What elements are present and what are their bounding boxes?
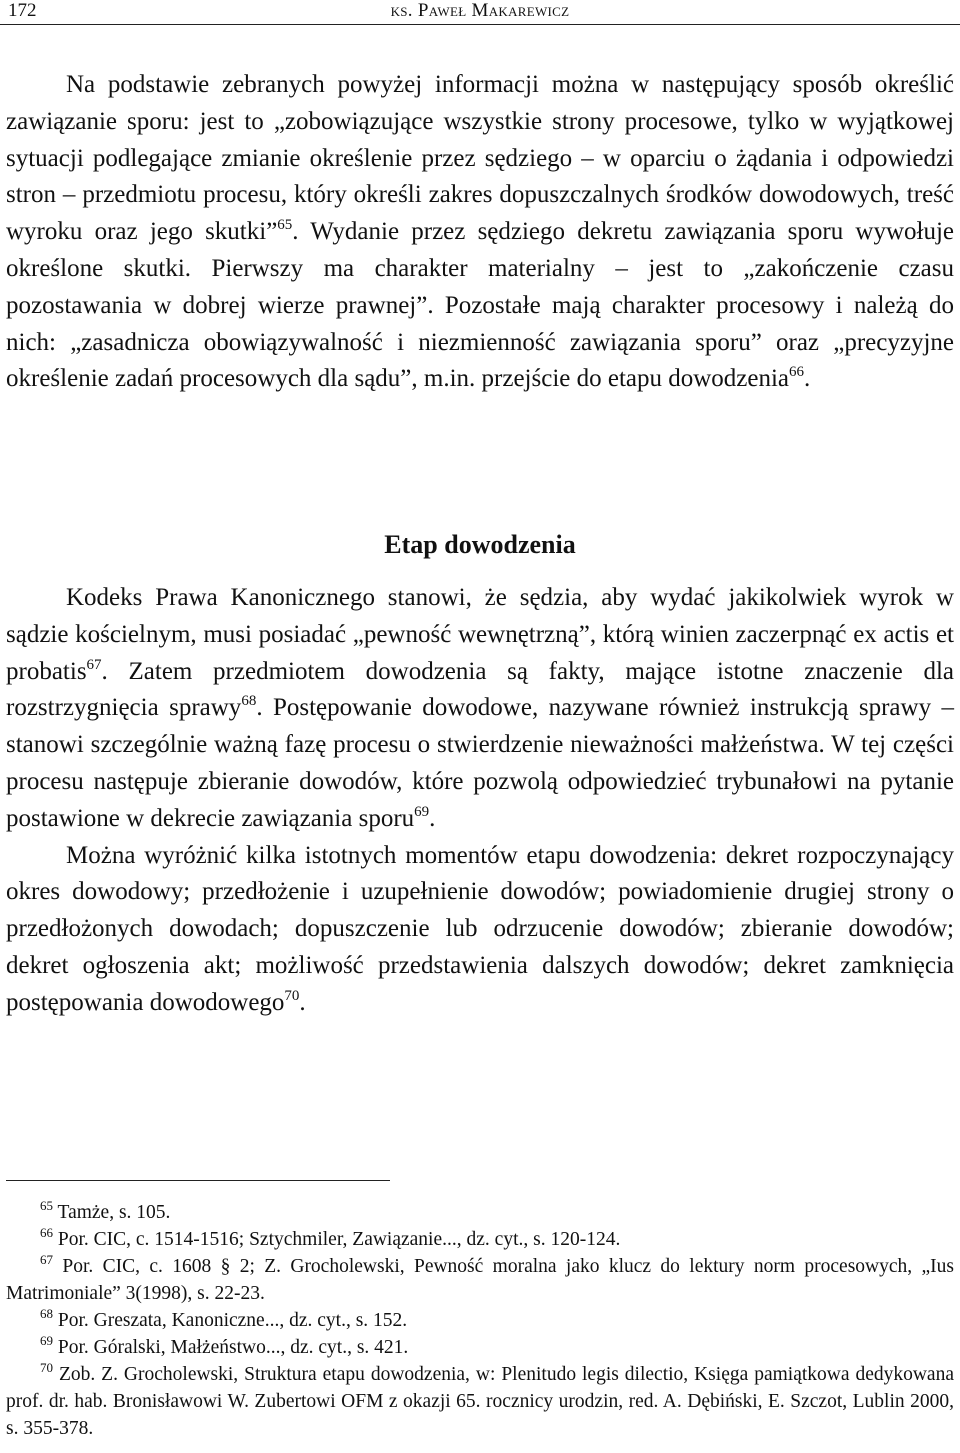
paragraph-text: . [429,804,436,832]
footnote-ref: 68 [241,693,257,710]
footnote-number: 68 [40,1306,53,1321]
footnote-ref: 65 [277,217,293,234]
footnote-text: Por. Góralski, Małżeństwo..., dz. cyt., s. 421. [53,1337,409,1358]
footnote [6,1199,954,1226]
footnote [6,1334,954,1361]
page-header [0,0,960,26]
running-head: ks. Paweł Makarewicz [390,0,570,21]
paragraph [6,838,954,1022]
footnote [6,1253,954,1307]
footnote-ref: 69 [414,803,430,820]
page-number: 172 [8,0,37,21]
footnote-text: Tamże, s. 105. [53,1202,171,1223]
footnote [6,1226,954,1253]
paragraph [6,580,954,838]
footnotes [6,1199,954,1442]
body-text-intro [6,67,954,398]
body-text-section [6,580,954,1022]
footnote-number: 67 [40,1252,53,1267]
footnote [6,1307,954,1334]
paragraph-text: . Zatem przedmiotem dowodzenia są fakty, mające istotne znaczenie dla rozstrzygnięcia sprawy [6,657,954,722]
paragraph [6,67,954,398]
footnote-text: Zob. Z. Grocholewski, Struktura etapu dowodzenia, w: Plenitudo legis dilectio, Księga pamiątkowa dedykowana prof. dr. hab. Bronisławowi W. Zubertowi OFM z okazji 65. rocznicy urodzin, red. A. Dębiński, E. Szczot, Lublin 2000, s. 355-378. [6,1364,954,1439]
paragraph-text: . [804,365,811,393]
footnote-rule [6,1180,390,1181]
paragraph-text: . [299,988,306,1016]
paragraph-text: . Wydanie przez sędziego dekretu zawiązania sporu wywołuje określone skutki. Pierwszy ma charakter materialny – jest to „zakończenie czasu pozostawania w dobrej wierze prawnej”. Pozostałe mają charakter procesowy i należą do nich: „zasadnicza obowiązywalność i niezmienność zawiązania sporu” oraz „precyzyjne określenie zadań procesowych dla sądu”, m.in. przejście do etapu dowodzenia [6,218,955,393]
paragraph-text: Na podstawie zebranych powyżej informacji można w następujący sposób określić zawiązanie sporu: jest to „zobowiązujące wszystkie strony procesowe, tylko w wyjątkowej sytuacji podlegające zmianie określenie przez sędziego – w oparciu o żądania i odpowiedzi stron – przedmiotu procesu, który określi zakres dopuszczalnych środków dowodowych, treść wyroku oraz jego skutki” [6,71,954,246]
paragraph-text: . Postępowanie dowodowe, nazywane również instrukcją sprawy – stanowi szczególnie ważną fazę procesu o stwierdzenie nieważności małżeństwa. W tej części procesu następuje zbieranie dowodów, które pozwolą odpowiedzieć trybunałowi na pytanie postawione w dekrecie zawiązania sporu [6,694,954,832]
footnote-ref: 66 [789,364,805,381]
footnote-number: 65 [40,1198,53,1213]
section-title: Etap dowodzenia [384,530,576,559]
paragraph-text: Można wyróżnić kilka istotnych momentów etapu dowodzenia: dekret rozpoczynający okres dowodowy; przedłożenie i uzupełnienie dowodów; powiadomienie drugiej strony o przedłożonych dowodach; dopuszczenie lub odrzucenie dowodów; zbieranie dowodów; dekret ogłoszenia akt; możliwość przedstawienia dalszych dowodów; dekret zamknięcia postępowania dowodowego [6,841,954,1016]
footnote [6,1361,954,1442]
footnote-text: Por. Greszata, Kanoniczne..., dz. cyt., s. 152. [53,1310,408,1331]
footnote-ref: 70 [284,987,300,1004]
footnote-number: 66 [40,1225,53,1240]
footnote-number: 70 [40,1360,53,1375]
footnote-number: 69 [40,1333,53,1348]
footnote-ref: 67 [86,656,102,673]
paragraph-text: Kodeks Prawa Kanonicznego stanowi, że sędzia, aby wydać jakikolwiek wyrok w sądzie kościelnym, musi posiadać „pewność wewnętrzną”, którą winien zaczerpnąć ex actis et probatis [6,584,954,685]
footnote-text: Por. CIC, c. 1514-1516; Sztychmiler, Zawiązanie..., dz. cyt., s. 120-124. [53,1229,621,1250]
header-rule [0,24,960,25]
footnote-text: Por. CIC, c. 1608 § 2; Z. Grocholewski, Pewność moralna jako klucz do lektury norm procesowych, „Ius Matrimoniale” 3(1998), s. 22-23. [6,1256,954,1304]
